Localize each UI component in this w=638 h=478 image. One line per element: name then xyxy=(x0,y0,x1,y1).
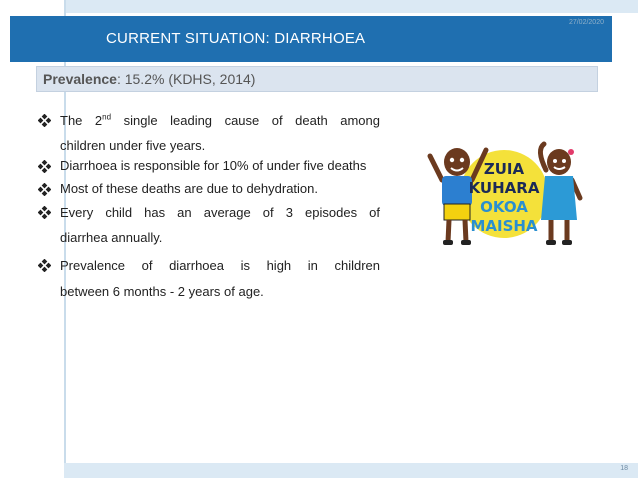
campaign-logo-illustration xyxy=(424,140,584,250)
prevalence-value: : 15.2% (KDHS, 2014) xyxy=(116,71,256,87)
bullet-text-continued: between 6 months - 2 years of age. xyxy=(60,283,264,299)
bullet-text: Every child has an average of 3 episodes of xyxy=(60,204,380,220)
page-number: 18 xyxy=(620,465,628,472)
four-diamond-bullet-icon xyxy=(38,259,51,272)
four-diamond-bullet-icon xyxy=(38,206,51,219)
four-diamond-bullet-icon xyxy=(38,114,51,127)
logo-word-4: MAISHA xyxy=(470,217,538,235)
slide-date: 27/02/2020 xyxy=(568,19,604,26)
girl-figure-icon xyxy=(540,144,580,245)
slide-title: CURRENT SITUATION: DIARRHOEA xyxy=(106,30,366,47)
top-decorative-strip xyxy=(64,0,638,13)
prevalence-label: Prevalence xyxy=(43,71,117,87)
bullet-text: single leading cause of death among xyxy=(111,113,380,128)
bullet-text: Prevalence of diarrhoea is high in children xyxy=(60,258,380,274)
bullet-text-continued: children under five years. xyxy=(60,138,206,154)
bottom-decorative-strip xyxy=(64,463,638,478)
bullet-text: Diarrhoea is responsible for 10% of under five deaths xyxy=(60,157,367,173)
list-item xyxy=(36,180,380,198)
four-diamond-bullet-icon xyxy=(38,183,51,196)
list-item xyxy=(36,157,380,175)
bullet-text: The 2 xyxy=(60,113,103,128)
four-diamond-bullet-icon xyxy=(38,160,51,173)
logo-word-3: OKOA xyxy=(480,198,528,216)
list-item xyxy=(36,108,380,159)
logo-word-1: ZUIA xyxy=(483,160,525,178)
slide-title-bar xyxy=(10,16,612,62)
prevalence-text xyxy=(43,71,255,87)
prevalence-box xyxy=(36,66,598,92)
bullet-text-continued: diarrhea annually. xyxy=(60,229,163,245)
ordinal-superscript: nd xyxy=(102,112,112,122)
list-item xyxy=(36,253,380,304)
list-item xyxy=(36,200,380,251)
bullet-list xyxy=(36,108,380,304)
logo-word-2: KUHARA xyxy=(468,179,540,197)
bullet-text: Most of these deaths are due to dehydration. xyxy=(60,180,319,196)
